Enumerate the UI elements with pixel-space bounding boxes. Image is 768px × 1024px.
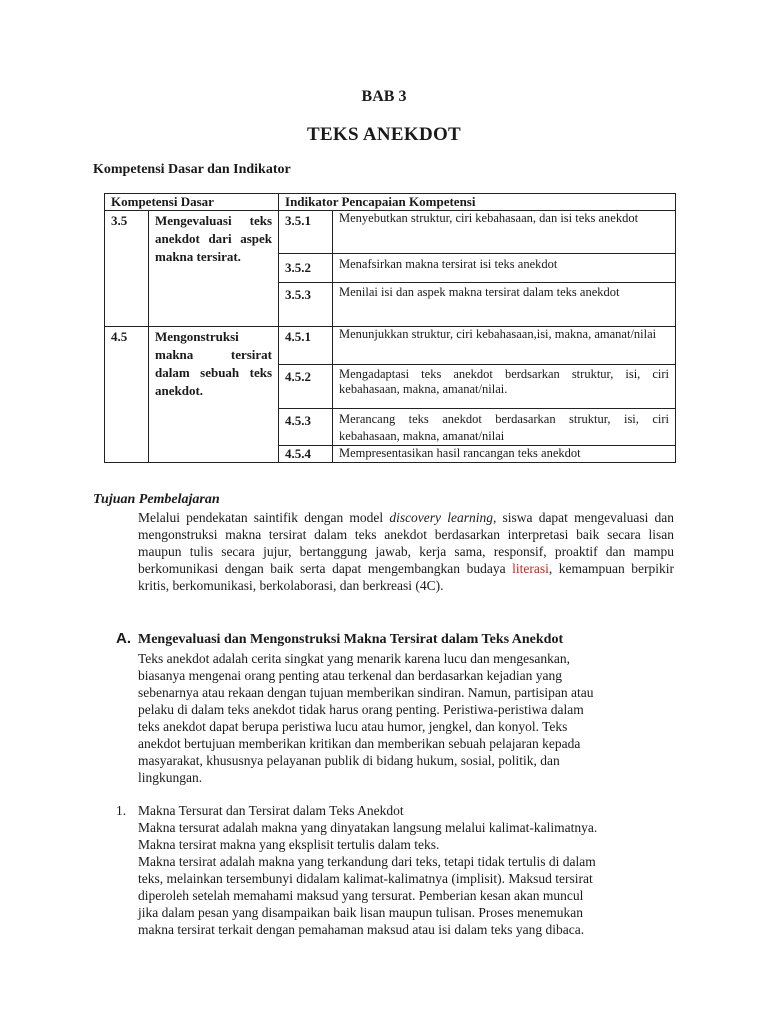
text-line: Makna tersurat adalah makna yang dinyatakan langsung melalui kalimat-kalimatnya. [138, 820, 598, 835]
indicator-code: 3.5.1 [279, 211, 333, 254]
text-line: Makna Tersurat dan Tersirat dalam Teks Anekdot [138, 803, 404, 818]
text-line: Makna tersirat makna yang eksplisit tertulis dalam teks. [138, 837, 440, 852]
kd-heading: Kompetensi Dasar dan Indikator [93, 162, 291, 177]
indicator-code: 4.5.1 [279, 327, 333, 365]
kd-code: 3.5 [105, 211, 149, 327]
section-title: Mengevaluasi dan Mengonstruksi Makna Tersirat dalam Teks Anekdot [138, 632, 564, 647]
header-indicator: Indikator Pencapaian Kompetensi [279, 194, 676, 211]
page-title: TEKS ANEKDOT [306, 124, 462, 145]
indicator-text: Menilai isi dan aspek makna tersirat dalam teks anekdot [333, 283, 676, 327]
learning-goal-heading: Tujuan Pembelajaran [93, 492, 220, 507]
section-a-paragraph [138, 650, 658, 786]
text-line: Makna tersirat adalah makna yang terkandung dari teks, tetapi tidak tertulis di dalam [138, 854, 596, 869]
indicator-code: 4.5.3 [279, 409, 333, 446]
text-line: lingkungan. [138, 770, 203, 785]
indicator-text: Menyebutkan struktur, ciri kebahasaan, dan isi teks anekdot [333, 211, 676, 254]
text-line: teks, melainkan tersembunyi didalam kalimat-kalimatnya (implisit). Maksud tersirat [138, 871, 593, 886]
kd-text: Mengevaluasi teks anekdot dari aspek makna tersirat. [149, 211, 279, 327]
section-a-heading [116, 630, 563, 648]
header-kd: Kompetensi Dasar [105, 194, 279, 211]
kd-code: 4.5 [105, 327, 149, 463]
text-line: sebenarnya atau rekaan dengan tujuan memberikan sindiran. Namun, partisipan atau [138, 685, 594, 700]
learning-goal-paragraph [138, 509, 674, 594]
indicator-text: Merancang teks anekdot berdasarkan struktur, isi, ciri kebahasaan, makna, amanat/nilai [333, 409, 676, 446]
list-item-body [138, 802, 666, 938]
kd-text: Mengonstruksi makna tersirat dalam sebuah teks anekdot. [149, 327, 279, 463]
indicator-code: 4.5.2 [279, 365, 333, 409]
text-line: masyarakat, khususnya pelayanan publik di bidang hukum, sosial, politik, dan [138, 753, 560, 768]
goal-text-part: Melalui pendekatan saintifik dengan model [138, 510, 390, 525]
indicator-text: Mempresentasikan hasil rancangan teks anekdot [333, 446, 676, 463]
table-row [105, 211, 676, 254]
section-letter: A. [116, 630, 131, 647]
text-line: Teks anekdot adalah cerita singkat yang menarik karena lucu dan mengesankan, [138, 651, 571, 666]
goal-text-part: , siswa dapat mengevaluasi dan mengonstruksi makna tersirat dalam teks anekdot berdasarkan interpretasi baik secara lisan maupun tulis secara jujur, bertanggung jawab, kerja sama, responsif, proaktif dan mampu berkomunikasi dengan baik serta dapat mengembangkan budaya [138, 510, 674, 576]
list-number: 1. [116, 803, 127, 818]
text-line: teks anekdot dapat berupa peristiwa lucu atau humor, jengkel, dan konyol. Teks [138, 719, 568, 734]
text-line: jika dalam pesan yang disampaikan baik lisan maupun tulisan. Proses menemukan [138, 905, 584, 920]
indicator-text: Mengadaptasi teks anekdot berdsarkan struktur, isi, ciri kebahasaan, makna, amanat/nilai. [333, 365, 676, 409]
indicator-code: 3.5.2 [279, 254, 333, 283]
goal-text-part: , kemampuan berpikir kritis, berkomunikasi, berkolaborasi, dan berkreasi (4C). [138, 561, 674, 593]
indicator-code: 3.5.3 [279, 283, 333, 327]
goal-text-highlight: literasi [512, 561, 549, 576]
text-line: anekdot bertujuan memberikan kritikan dan memberikan sebuah pelajaran kepada [138, 736, 581, 751]
chapter-label: BAB 3 [361, 88, 407, 105]
table-row [105, 327, 676, 365]
text-line: biasanya mengenai orang penting atau terkenal dan berdasarkan kejadian yang [138, 668, 562, 683]
text-line: makna tersirat terkait dengan pemahaman maksud atau isi dalam teks yang dibaca. [138, 922, 585, 937]
indicator-code: 4.5.4 [279, 446, 333, 463]
text-line: pelaku di dalam teks anekdot tidak harus orang penting. Peristiwa-peristiwa dalam [138, 702, 584, 717]
competency-table [104, 193, 676, 463]
indicator-text: Menunjukkan struktur, ciri kebahasaan,isi, makna, amanat/nilai [333, 327, 676, 365]
goal-text-italic: discovery learning [389, 510, 493, 525]
table-header-row [105, 194, 676, 211]
text-line: diperoleh setelah memahami maksud yang tersurat. Pemberian kesan akan muncul [138, 888, 584, 903]
indicator-text: Menafsirkan makna tersirat isi teks anekdot [333, 254, 676, 283]
